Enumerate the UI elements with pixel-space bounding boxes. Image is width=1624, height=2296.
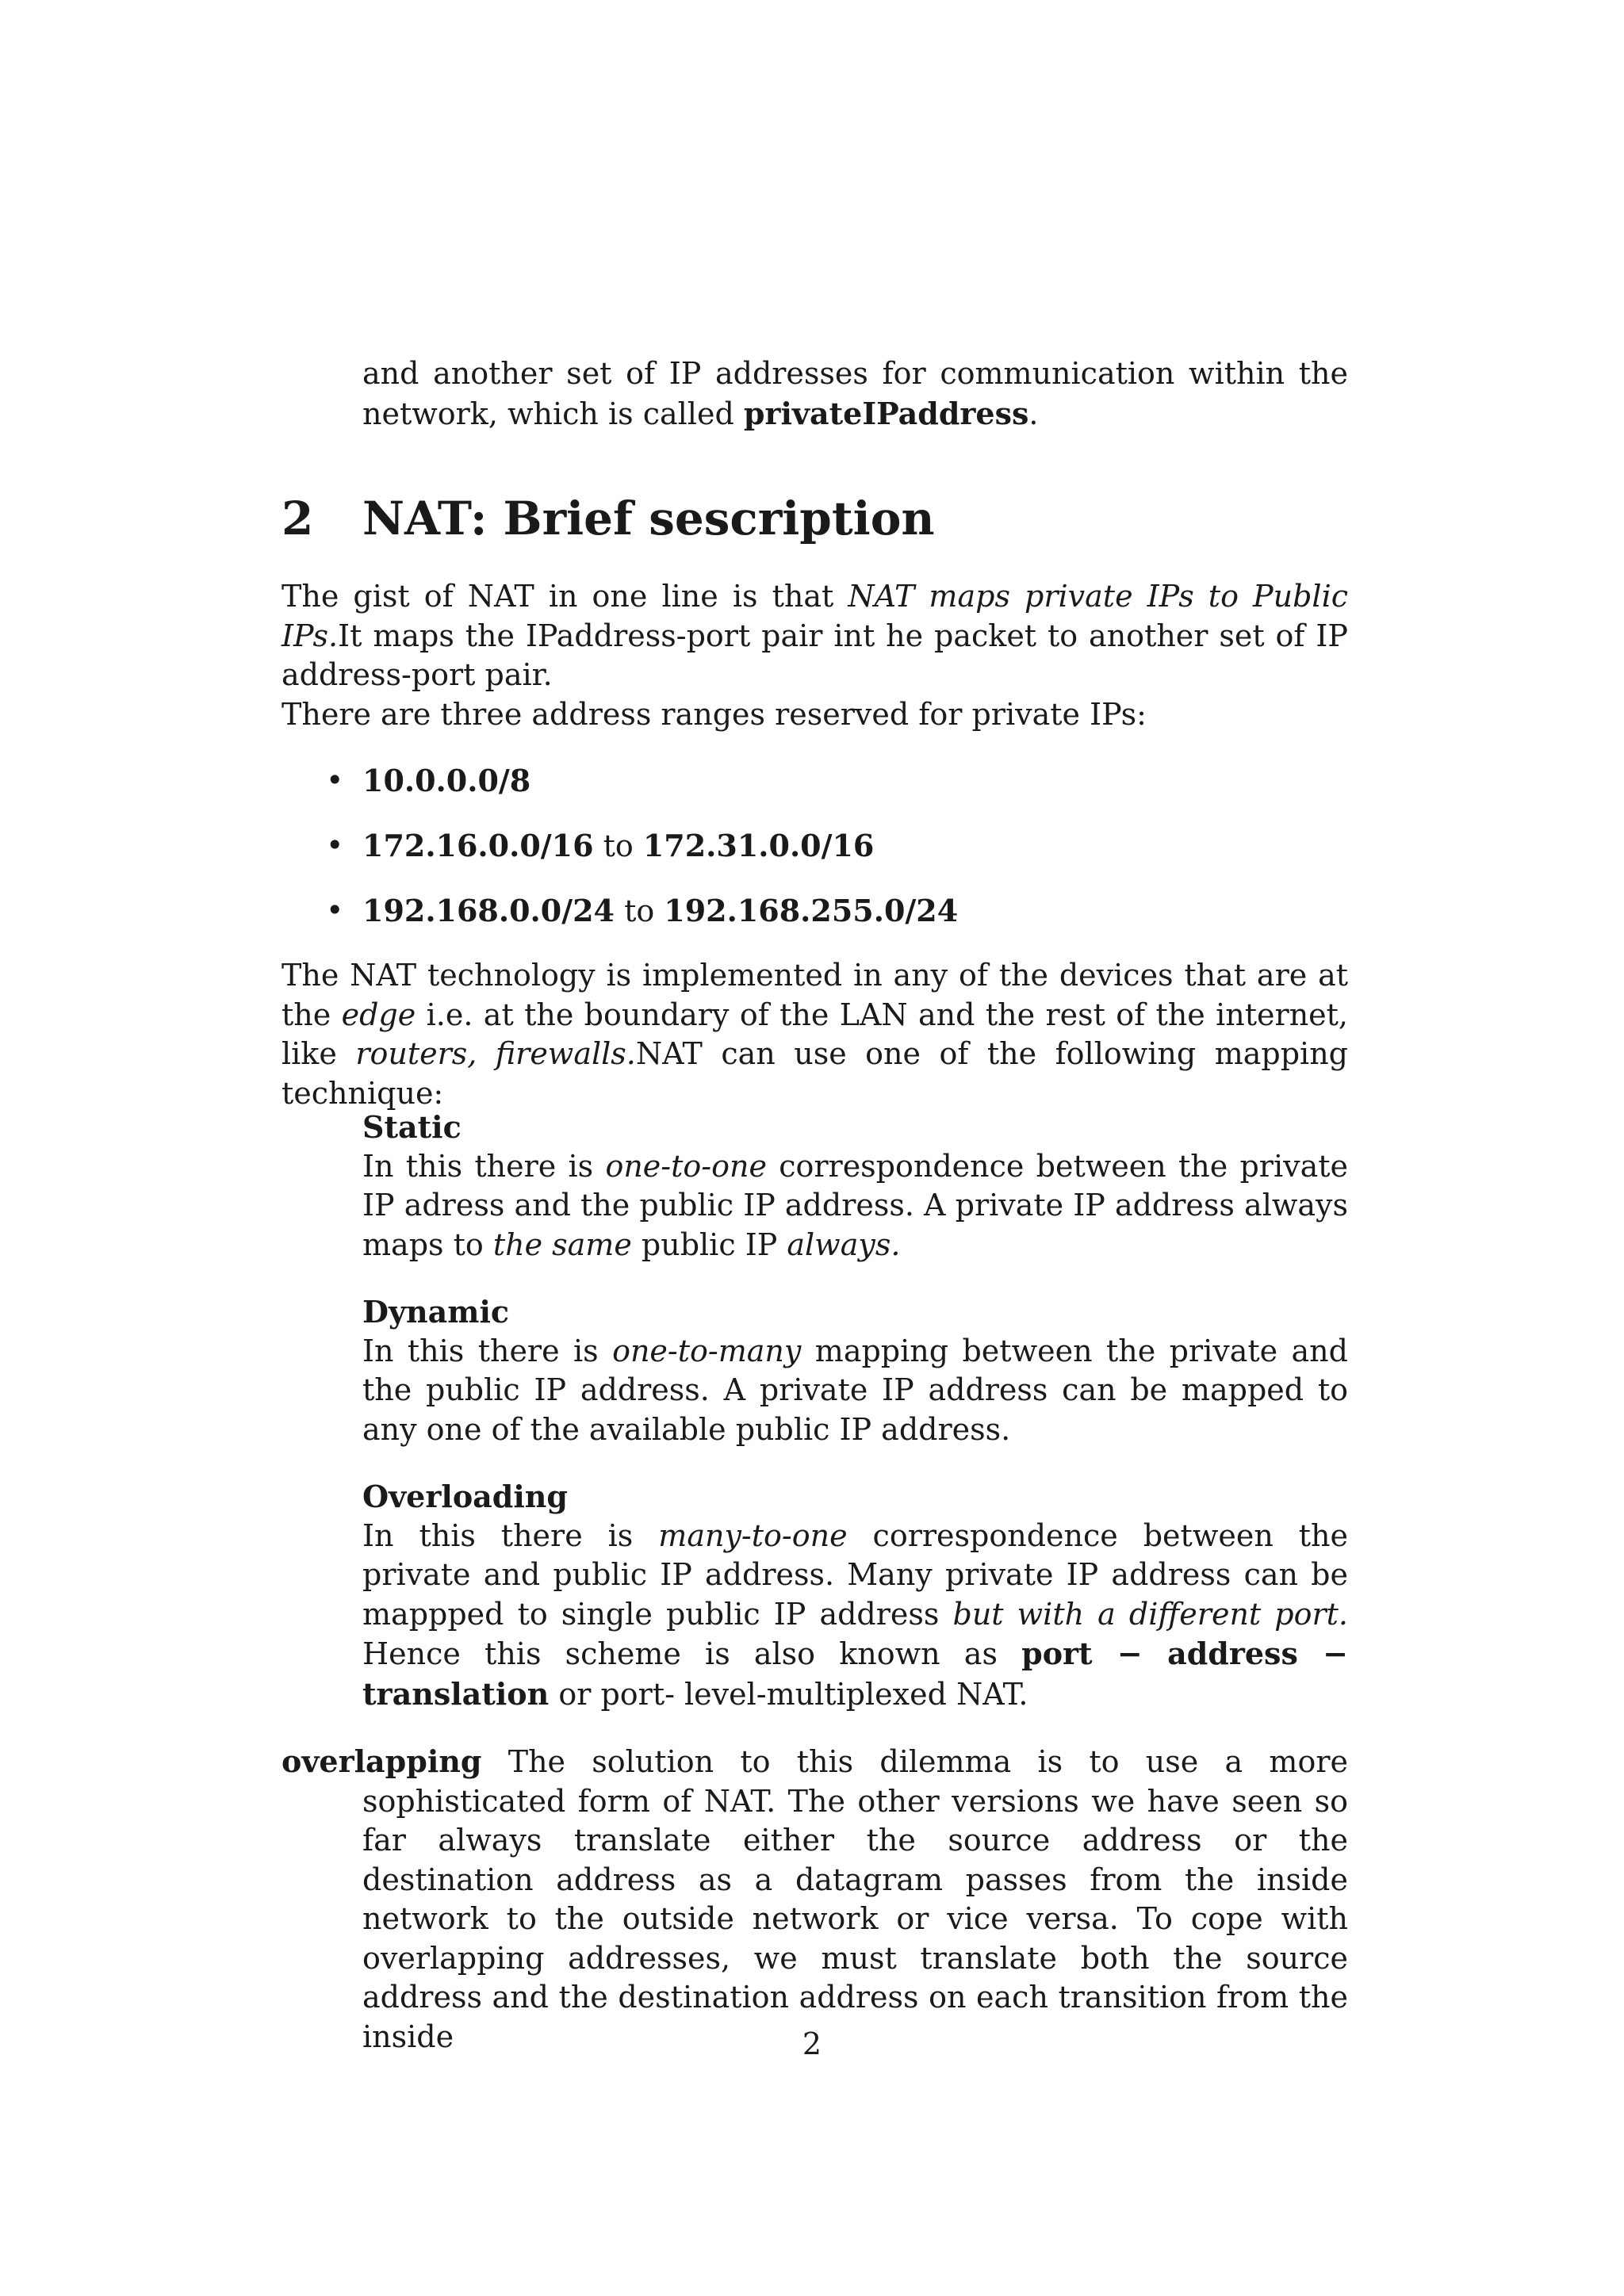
range-text xyxy=(362,826,874,867)
overlapping-item xyxy=(282,1742,1348,2057)
range-start: 172.16.0.0/16 xyxy=(362,828,594,863)
bullet-icon: • xyxy=(326,828,344,863)
desc-italic: the same xyxy=(492,1226,632,1262)
section-number: 2 xyxy=(282,492,314,545)
technique-term: Static xyxy=(362,1109,462,1145)
technique-overloading xyxy=(362,1477,1348,1714)
technique-static xyxy=(362,1108,1348,1265)
desc-italic: but with a different port. xyxy=(952,1596,1348,1632)
edge-paragraph xyxy=(282,956,1348,1113)
para2-italic-2: routers, firewalls. xyxy=(355,1036,636,1071)
desc-italic: one-to-one xyxy=(605,1148,767,1184)
range-text xyxy=(362,891,958,932)
para2-italic-1: edge xyxy=(341,997,416,1032)
desc-italic: many-to-one xyxy=(658,1517,848,1553)
bullet-icon: • xyxy=(326,763,344,798)
desc-text: In this there is xyxy=(362,1517,659,1553)
desc-text: or port- level-multiplexed NAT. xyxy=(549,1676,1028,1712)
technique-term: Dynamic xyxy=(362,1294,510,1330)
range-to: to xyxy=(614,894,665,928)
private-ip-term: privateIPaddress xyxy=(743,395,1029,431)
overlapping-term: overlapping xyxy=(282,1743,482,1779)
overlapping-text: The solution to this dilemma is to use a more sophisticated form of NAT. The other versions we have seen so far always translate either the source address or the destination address as a datagram passes from the inside network to the outside network or vice versa. To cope with overlapping addresses, we must translate both the source address and the destination address on each transition from the inside xyxy=(362,1744,1348,2054)
para2-text-2: i.e. at the boundary of the LAN and the rest of the internet, like xyxy=(282,997,1349,1071)
section-title: NAT: Brief sescription xyxy=(362,492,935,545)
para2-text-1: The NAT technology is implemented in any of the devices that are at the xyxy=(282,958,1348,1032)
lead-text-end: . xyxy=(1028,396,1039,431)
para2-text-3: NAT can use one of the following mapping technique: xyxy=(282,1036,1348,1111)
range-end: 172.31.0.0/16 xyxy=(642,828,875,863)
page-number: 2 xyxy=(802,2026,822,2061)
range-start: 192.168.0.0/24 xyxy=(362,893,615,928)
technique-dynamic xyxy=(362,1292,1348,1449)
desc-text: In this there is xyxy=(362,1148,606,1184)
desc-text: public IP xyxy=(631,1226,787,1262)
desc-text: mapping between the private and the public IP address. A private IP address can be mapped to any one of the available public IP address. xyxy=(362,1333,1348,1447)
intro-ranges-line: There are three address ranges reserved for private IPs: xyxy=(282,696,1147,732)
section-heading xyxy=(282,490,935,547)
desc-bold: port − address − translation xyxy=(362,1636,1349,1712)
range-to: to xyxy=(593,828,643,863)
range-text xyxy=(362,761,530,802)
intro-text-1: The gist of NAT in one line is that xyxy=(282,579,848,614)
range-start: 10.0.0.0/8 xyxy=(362,763,531,798)
lead-text: and another set of IP addresses for communication within the network, which is called xyxy=(362,356,1348,431)
desc-text: In this there is xyxy=(362,1333,613,1368)
bullet-icon: • xyxy=(326,893,344,928)
intro-italic: NAT maps private IPs to Public IPs. xyxy=(282,579,1349,653)
desc-text: Hence this scheme is also known as xyxy=(362,1636,1022,1671)
lead-paragraph xyxy=(362,354,1348,434)
desc-italic: always. xyxy=(787,1226,901,1262)
desc-text: correspondence between the private IP adress and the public IP address. A private IP address always maps to xyxy=(362,1148,1348,1262)
intro-paragraph xyxy=(282,577,1348,734)
desc-text: correspondence between the private and public IP address. Many private IP address can be mappped to single public IP address xyxy=(362,1517,1348,1632)
intro-text-2: It maps the IPaddress-port pair int he packet to another set of IP address-port pair. xyxy=(282,618,1348,692)
technique-term: Overloading xyxy=(362,1479,568,1514)
range-end: 192.168.255.0/24 xyxy=(664,893,959,928)
desc-italic: one-to-many xyxy=(612,1333,802,1368)
